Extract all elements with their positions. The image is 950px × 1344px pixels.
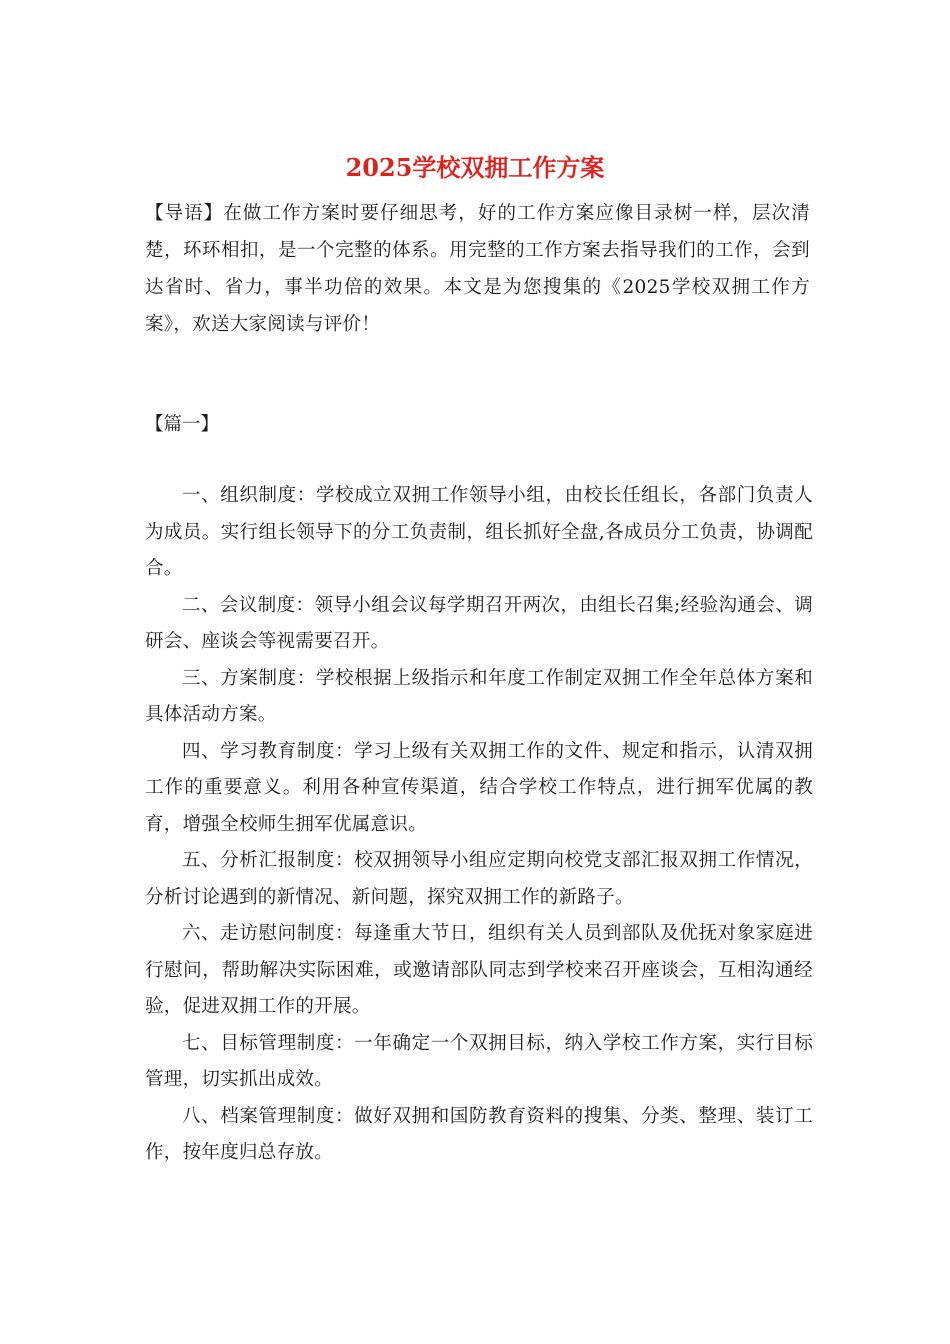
regulation-item-5: 五、分析汇报制度：校双拥领导小组应定期向校党支部汇报双拥工作情况，分析讨论遇到的新情况、新问题，探究双拥工作的新路子。 xyxy=(145,850,813,908)
regulation-item-1: 一、组织制度：学校成立双拥工作领导小组，由校长任组长，各部门负责人为成员。实行组长领导下的分工负责制，组长抓好全盘,各成员分工负责，协调配合。 xyxy=(145,485,813,579)
regulation-item-8: 八、档案管理制度：做好双拥和国防教育资料的搜集、分类、整理、装订工作，按年度归总存放。 xyxy=(145,1105,813,1163)
regulation-item-4: 四、学习教育制度：学习上级有关双拥工作的文件、规定和指示，认清双拥工作的重要意义。利用各种宣传渠道，结合学校工作特点，进行拥军优属的教育，增强全校师生拥军优属意识。 xyxy=(145,740,813,835)
intro-paragraph: 【导语】在做工作方案时要仔细思考，好的工作方案应像目录树一样，层次清楚，环环相扣，是一个完整的体系。用完整的工作方案去指导我们的工作，会到达省时、省力，事半功倍的效果。本文是为您搜集的《2025学校双拥工作方案》，欢送大家阅读与评价！ xyxy=(145,203,810,335)
regulation-item-7: 七、目标管理制度：一年确定一个双拥目标，纳入学校工作方案，实行目标管理，切实抓出成效。 xyxy=(145,1032,813,1090)
regulation-item-2: 二、会议制度：领导小组会议每学期召开两次，由组长召集;经验沟通会、调研会、座谈会等视需要召开。 xyxy=(145,594,813,652)
regulation-item-6: 六、走访慰问制度：每逢重大节日，组织有关人员到部队及优抚对象家庭进行慰问，帮助解决实际困难，或邀请部队同志到学校来召开座谈会，互相沟通经验，促进双拥工作的开展。 xyxy=(145,923,813,1017)
regulation-item-3: 三、方案制度：学校根据上级指示和年度工作制定双拥工作全年总体方案和具体活动方案。 xyxy=(145,667,813,725)
regulation-list xyxy=(145,478,813,1172)
section-label: 【篇一】 xyxy=(145,414,220,435)
document-title: 2025学校双拥工作方案 xyxy=(345,153,605,182)
